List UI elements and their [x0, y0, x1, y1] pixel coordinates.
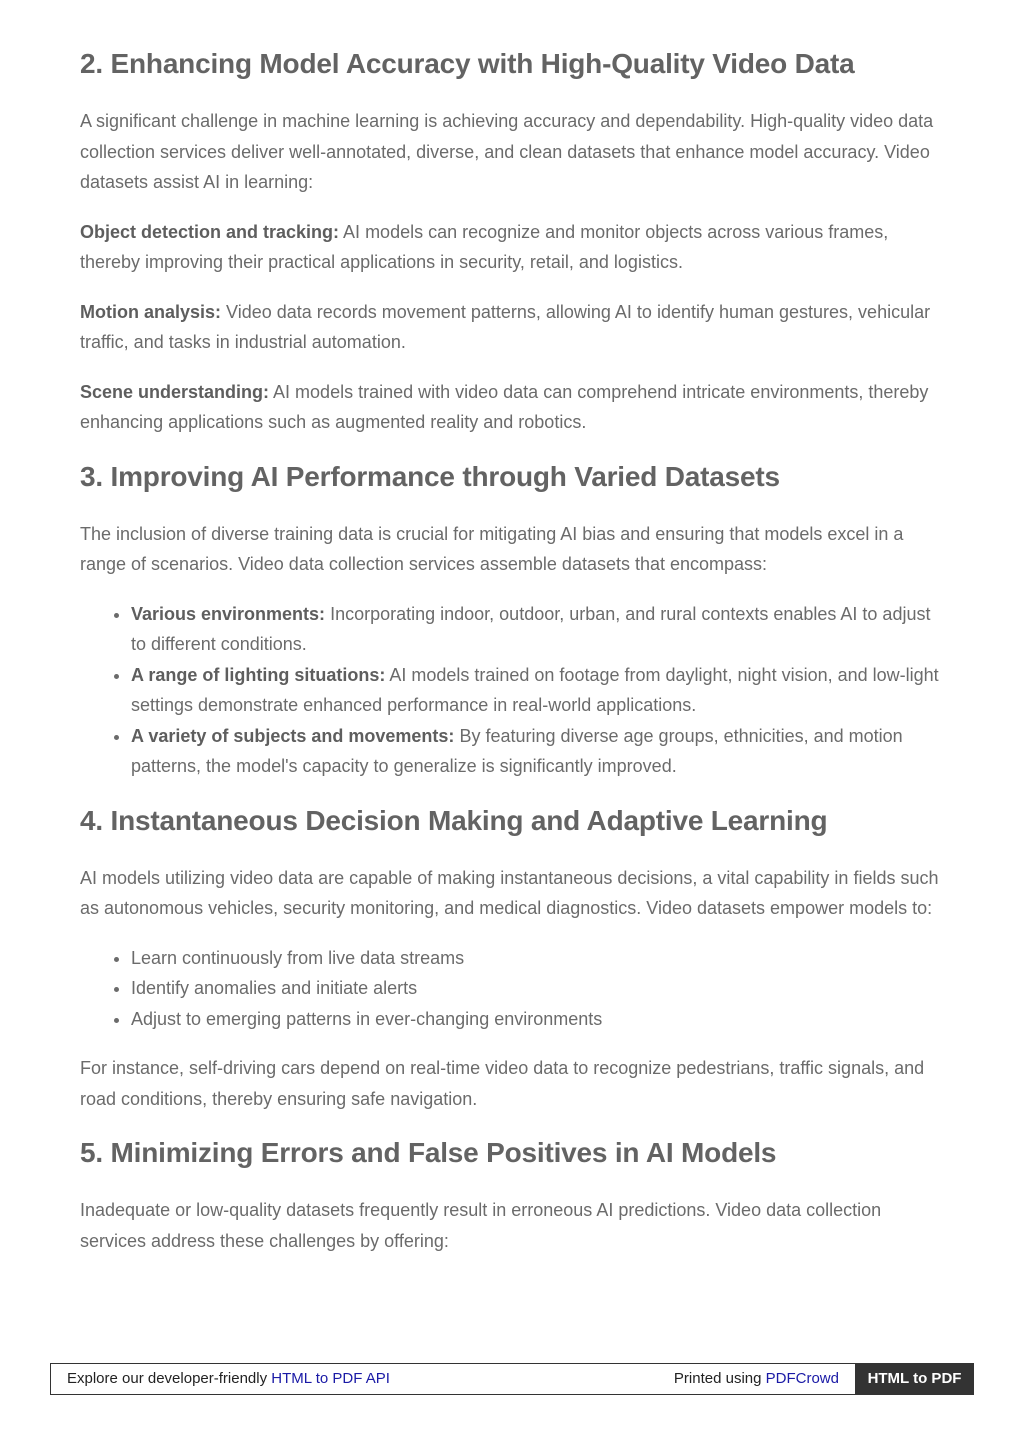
bullet-term: A variety of subjects and movements: [131, 725, 455, 746]
article-body [80, 44, 946, 1275]
point-paragraph [80, 377, 946, 438]
bullet-list [80, 599, 946, 782]
section-outro: For instance, self-driving cars depend on real-time video data to recognize pedestrians, traffic signals, and road conditions, thereby ensuring safe navigation. [80, 1058, 925, 1109]
footer-left-text: Explore our developer-friendly [67, 1370, 272, 1387]
footer-right-text: Printed using [673, 1370, 766, 1387]
section-heading: 4. Instantaneous Decision Making and Adaptive Learning [80, 804, 828, 836]
list-item [131, 721, 946, 782]
list-item [131, 660, 946, 721]
bullet-text: By featuring diverse age groups, ethnicities, and motion patterns, the model's capacity to generalize is significantly improved. [131, 725, 903, 776]
section-intro: A significant challenge in machine learning is achieving accuracy and dependability. High-quality video data collection services deliver well-annotated, diverse, and clean datasets that enhance model accuracy. Video datasets assist AI in learning: [80, 111, 934, 192]
bullet-list [80, 943, 946, 1035]
list-item: • Identify anomalies and initiate alerts [131, 973, 946, 1004]
point-term: Motion analysis: [80, 301, 222, 322]
pdfcrowd-link[interactable]: PDFCrowd [765, 1370, 839, 1387]
footer-left [67, 1364, 390, 1394]
point-term: Scene understanding: [80, 381, 270, 402]
list-item: • Learn continuously from live data streams [131, 943, 946, 974]
section-heading: 5. Minimizing Errors and False Positives in AI Models [80, 1137, 777, 1168]
bullet-text: AI models trained on footage from daylight, night vision, and low-light settings demonstrate enhanced performance in real-world applications. [131, 664, 939, 715]
list-item [131, 599, 946, 660]
bullet-text: Incorporating indoor, outdoor, urban, and rural contexts enables AI to adjust to different conditions. [131, 603, 931, 654]
footer-right [674, 1364, 839, 1394]
html-to-pdf-api-link[interactable]: HTML to PDF API [271, 1370, 390, 1387]
section-heading: 3. Improving AI Performance through Varied Datasets [80, 460, 780, 492]
pdfcrowd-footer-bar [50, 1363, 974, 1395]
point-text: Video data records movement patterns, allowing AI to identify human gestures, vehicular traffic, and tasks in industrial automation. [80, 301, 931, 352]
html-to-pdf-button[interactable]: HTML to PDF [855, 1363, 974, 1395]
point-paragraph [80, 217, 946, 278]
point-term: Object detection and tracking: [80, 221, 340, 242]
point-text: AI models can recognize and monitor objects across various frames, thereby improving their practical applications in security, retail, and logistics. [80, 221, 889, 272]
bullet-term: A range of lighting situations: [131, 664, 386, 685]
section-heading: 2. Enhancing Model Accuracy with High-Quality Video Data [80, 48, 855, 79]
bullet-term: Various environments: [131, 603, 326, 624]
point-text: AI models trained with video data can comprehend intricate environments, thereby enhancing applications such as augmented reality and robotics. [80, 381, 929, 432]
list-item: • Adjust to emerging patterns in ever-changing environments [131, 1004, 946, 1035]
section-intro: Inadequate or low-quality datasets frequently result in erroneous AI predictions. Video data collection services address these challenges by offering: [80, 1200, 882, 1251]
point-paragraph [80, 297, 946, 358]
section-intro: The inclusion of diverse training data is crucial for mitigating AI bias and ensuring that models excel in a range of scenarios. Video data collection services assemble datasets that encompass: [80, 523, 904, 574]
section-intro: AI models utilizing video data are capable of making instantaneous decisions, a vital capability in fields such as autonomous vehicles, security monitoring, and medical diagnostics. Video datasets empower models to: [80, 867, 939, 918]
